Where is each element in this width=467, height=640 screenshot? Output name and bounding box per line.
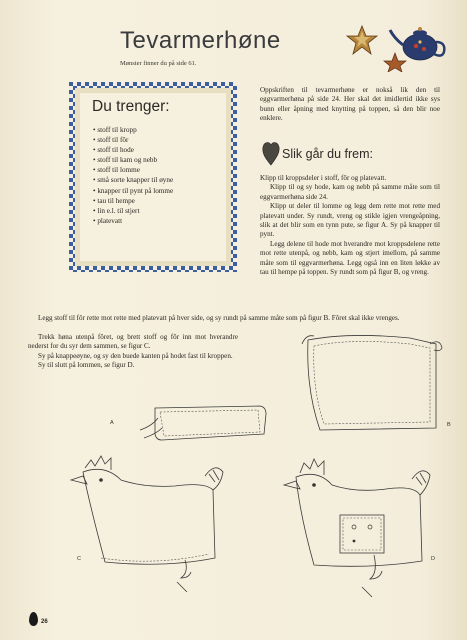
list-item: • platevatt xyxy=(93,216,173,226)
list-item: • knapper til pynt på lomme xyxy=(93,186,173,196)
figure-c-illustration xyxy=(65,450,235,610)
step-paragraph: Klipp ut deler til lomme og legg dem rette mot rette med platevatt under. Sy rundt, vreng og stikle igjen vrengeåpning, slik at det blir som en tynn pute, se figur A. Sy på knapper til pynt. xyxy=(260,202,440,239)
list-item: • lin e.l. til stjert xyxy=(93,206,173,216)
intro-column xyxy=(260,86,440,124)
figure-b-illustration xyxy=(290,330,450,440)
list-item: • stoff til lomme xyxy=(93,165,173,175)
step-paragraph: Trekk høna utenpå fôret, og brett stoff og fôr inn mot hverandre nederst for du syr dem sammen, se figur C. xyxy=(28,333,238,351)
step-paragraph: Legg delene til hode mot hverandre mot kroppsdelene rette mot rette utenpå, og nebb, kam og stjert imellom, på samme måte som til eggvarmerhøna. Legg også inn en liten løkke av tau til hempe på toppen. Sy rundt som på figur B, og vreng. xyxy=(260,239,440,277)
figure-a-label: A xyxy=(110,420,114,426)
teapot-icon xyxy=(390,27,444,60)
steps-heading-label: Slik går du frem: xyxy=(282,147,374,161)
page-title: Tevarmerhøne xyxy=(120,27,281,54)
intro-text: Oppskriften til tevarmerhøne er nokså lik den til eggvarmerhøna på side 24. Her skal det imidlertid ikke sys bunn eller åpning med knytting på toppen, så den blir noe enklere. xyxy=(260,86,440,123)
step-paragraph: Klipp til og sy hode, kam og nebb på samme måte som til eggvarmerhøna side 24. xyxy=(260,183,440,201)
final-steps xyxy=(28,333,238,371)
figure-a-illustration xyxy=(100,400,270,450)
steps-column xyxy=(260,174,440,277)
pattern-reference: Mønster finner du på side 61. xyxy=(120,60,197,67)
list-item: • stoff til fôr xyxy=(93,135,173,145)
list-item: • små sorte knapper til øyne xyxy=(93,175,173,185)
list-item: • tau til hempe xyxy=(93,196,173,206)
figure-b-label: B xyxy=(447,422,451,428)
egg-icon xyxy=(29,612,38,626)
continued-text xyxy=(28,314,440,323)
step-paragraph: Sy til slutt på lommen, se figur D. xyxy=(38,361,135,370)
teapot-decoration xyxy=(346,16,452,72)
materials-heading: Du trenger: xyxy=(92,98,170,115)
step-paragraph: Legg stoff til fôr rette mot rette med platevatt på hver side, og sy rundt på samme måte som på figur B. Fôret skal ikke vrenges. xyxy=(38,314,400,322)
materials-list xyxy=(93,125,173,226)
star-icon xyxy=(347,26,377,54)
figure-d-label: D xyxy=(431,556,435,562)
figure-c-label: C xyxy=(77,556,81,562)
list-item: • stoff til kam og nebb xyxy=(93,155,173,165)
figure-d-illustration xyxy=(270,455,440,615)
heart-icon xyxy=(262,140,280,166)
step-paragraph: Sy på knappeøyne, og sy den buede kanten på hodet fast til kroppen. xyxy=(38,351,233,360)
list-item: • stoff til kropp xyxy=(93,125,173,135)
star-icon xyxy=(384,53,406,72)
steps-heading xyxy=(262,140,442,168)
page-number: 26 xyxy=(41,619,48,625)
list-item: • stoff til hode xyxy=(93,145,173,155)
step-paragraph: Klipp til kroppsdeler i stoff, fôr og platevatt. xyxy=(260,174,387,182)
